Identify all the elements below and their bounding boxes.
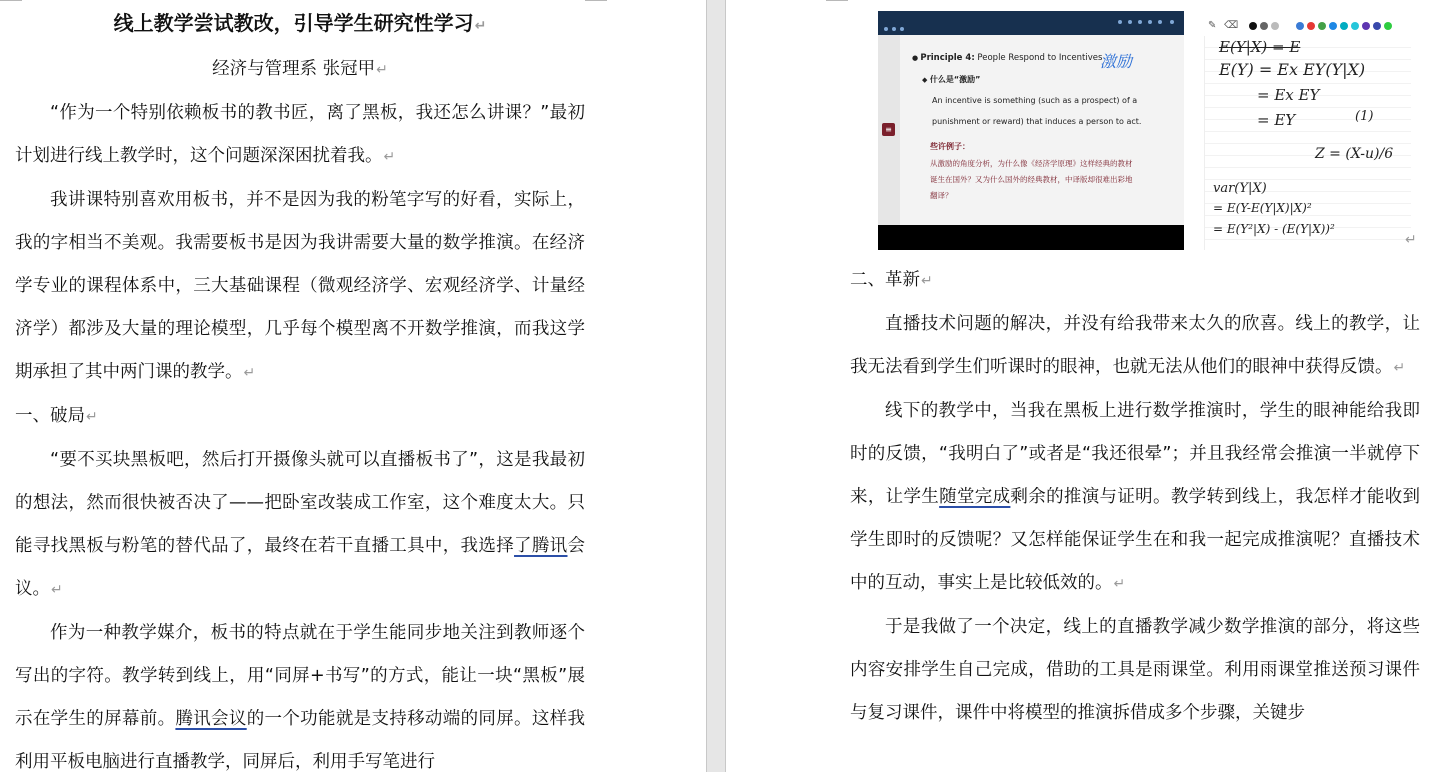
section-heading-2[interactable]: 二、革新↵ <box>850 270 933 290</box>
paragraph-1[interactable]: “作为一个特别依赖板书的教书匠，离了黑板，我还怎么讲课？”最初计划进行线上教学时，这个问题深深困扰着我。↵ <box>15 103 585 166</box>
paragraph-mark: ↵ <box>474 18 487 34</box>
document-page-right[interactable] <box>726 0 1435 772</box>
paragraph-4[interactable]: 作为一种教学媒介，板书的特点就在于学生能同步地关注到教师逐个写出的字符。教学转到线上，用“同屏+书写”的方式，能让一块“黑板”展示在学生的屏幕前。腾讯会议的一个功能就是支持移动端的同屏。这样我利用平板电脑进行直播教学，同屏后，利用手写笔进行 <box>15 623 586 772</box>
document-title[interactable]: 线上教学尝试教改，引导学生研究性学习↵ <box>113 11 487 35</box>
pen-icon: ✎ <box>1208 20 1217 31</box>
handwritten-note: 激励 <box>1100 52 1133 71</box>
lecture-slide-image[interactable] <box>878 11 1184 250</box>
author-line[interactable]: 经济与管理系 张冠甲↵ <box>212 59 388 79</box>
handwriting-panel-image[interactable] <box>1204 11 1410 250</box>
document-page-left[interactable] <box>0 0 706 772</box>
paragraph-mark: ↵ <box>86 409 98 425</box>
underlined-text-in-class[interactable]: 随堂完成 <box>939 487 1011 507</box>
page-gap <box>706 0 726 772</box>
section-heading-1[interactable]: 一、破局↵ <box>15 406 98 426</box>
paragraph-mark: ↵ <box>243 365 256 381</box>
slide-toolbar <box>878 11 1184 35</box>
paragraph-6[interactable]: 线下的教学中，当我在黑板上进行数学推演时，学生的眼神能给我即时的反馈，“我明白了”或者是“我还很晕”；并且我经常会推演一半就停下来，让学生随堂完成剩余的推演与证明。教学转到线上，我怎样才能收到学生即时的反馈呢？又怎样能保证学生在和我一起完成推演呢？直播技术中的互动，事实上是比较低效的。↵ <box>850 401 1421 593</box>
underlined-text-tencent[interactable]: 了腾讯 <box>514 536 568 556</box>
paragraph-5[interactable]: 直播技术问题的解决，并没有给我带来太久的欣喜。线上的教学，让我无法看到学生们听课时的眼神，也就无法从他们的眼神中获得反馈。↵ <box>850 314 1420 377</box>
eraser-icon: ⌫ <box>1224 20 1239 31</box>
paragraph-2[interactable]: 我讲课特别喜欢用板书，并不是因为我的粉笔字写的好看，实际上，我的字相当不美观。我需要板书是因为我讲需要大量的数学推演。在经济学专业的课程体系中，三大基础课程（微观经济学、宏观经济学、计量经济学）都涉及大量的理论模型，几乎每个模型离不开数学推演，而我这学期承担了其中两门课的教学。↵ <box>15 190 585 382</box>
paragraph-7[interactable]: 于是我做了一个决定，线上的直播教学减少数学推演的部分，将这些内容安排学生自己完成，借助的工具是雨课堂。利用雨课堂推送预习课件与复习课件，课件中将模型的推演拆借成多个步骤，关键步 <box>850 617 1420 723</box>
paragraph-mark: ↵ <box>383 149 396 165</box>
paragraph-mark: ↵ <box>376 62 388 78</box>
pen-toolbar <box>1204 18 1410 36</box>
underlined-text-tencent-meeting[interactable]: 腾讯会议 <box>175 709 247 729</box>
paragraph-mark: ↵ <box>921 273 933 289</box>
handwriting-canvas: E(Y|X) = E E(Y) = Ex EY(Y|X) = Ex EY = EY (1) Z = (X-u)/6 var(Y|X) = E(Y-E(Y|X)|X)² = E(Y²|X) - (E(Y|X))² <box>1204 36 1411 250</box>
paragraph-mark: ↵ <box>1405 232 1417 248</box>
paragraph-mark: ↵ <box>1113 576 1126 592</box>
paragraph-mark: ↵ <box>1393 360 1406 376</box>
paragraph-3[interactable]: “要不买块黑板吧，然后打开摄像头就可以直播板书了”，这是我最初的想法，然而很快被否决了——把卧室改装成工作室，这个难度太大。只能寻找黑板与粉笔的替代品了，最终在若干直播工具中，我选择了腾讯会议。↵ <box>15 450 585 599</box>
page-right-text <box>850 259 1420 735</box>
page-left-text <box>15 0 585 772</box>
paragraph-mark: ↵ <box>51 582 63 598</box>
slide-content: ≡ ● Principle 4: People Respond to Incentives 激励 ◆ 什么是“激励” An incentive is something (such as a prospect) of a punishment or reward) that induces a person to act. 些许例子： 从激励的角度分析，为什么像《经济学原理》这样经典的教材 诞生在国外？又为什么国外的经典教材，中译版却很难出彩地 翻译？ <box>878 35 1184 225</box>
slide-badge-icon: ≡ <box>882 123 895 136</box>
